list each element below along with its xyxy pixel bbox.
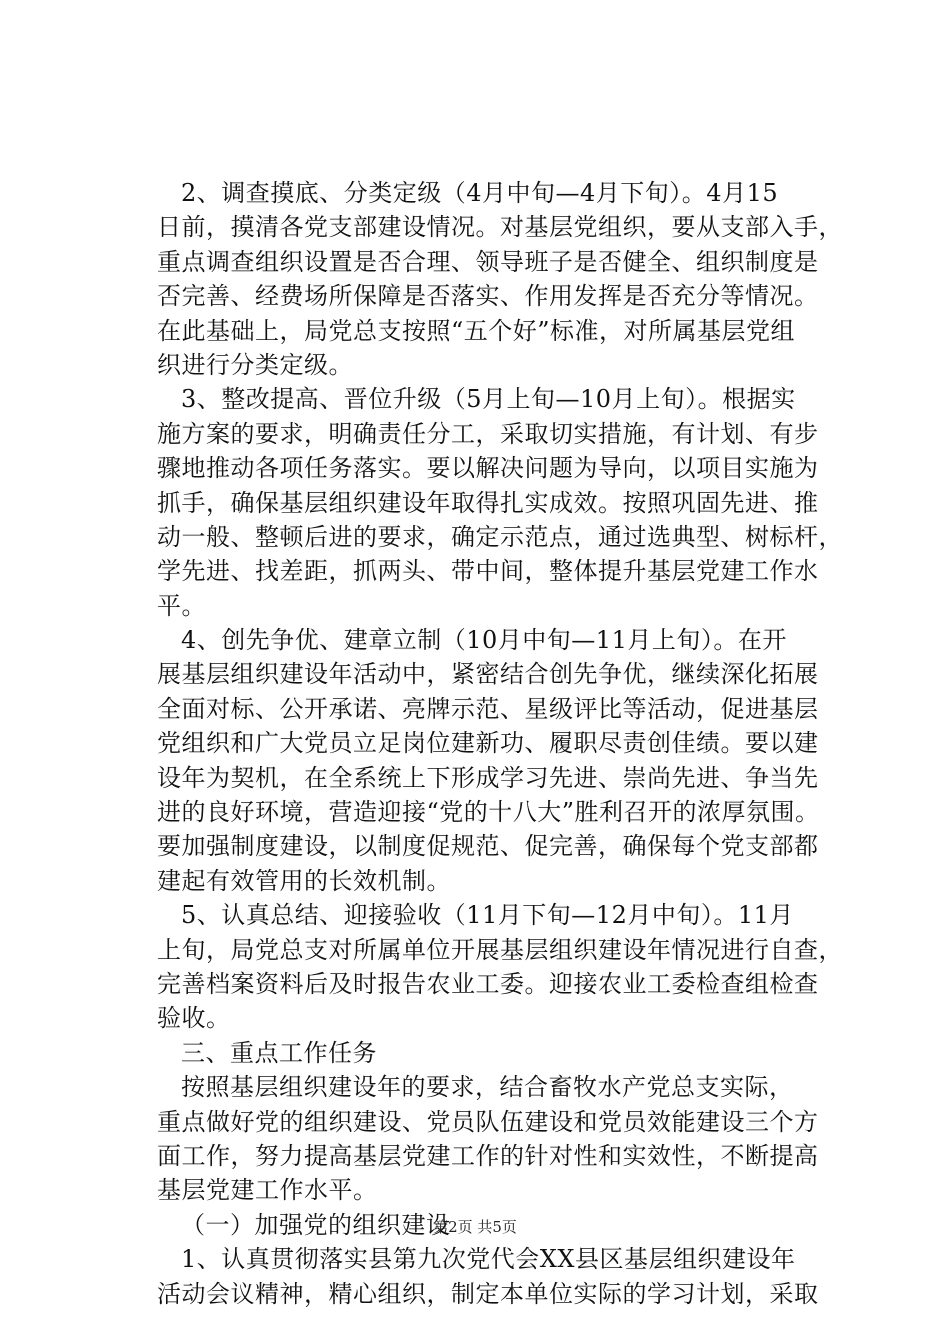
- text-line: 建起有效管用的长效机制。: [157, 866, 451, 895]
- text-line: 4、创先争优、建章立制（10月中旬—11月上旬）。在开: [181, 626, 787, 655]
- text-line: 平。: [157, 591, 206, 620]
- text-line: 验收。: [157, 1004, 231, 1033]
- text-line: 活动会议精神，精心组织，制定本单位实际的学习计划，采取: [157, 1279, 819, 1308]
- text-line: 要加强制度建设，以制度促规范、促完善，确保每个党支部都: [157, 832, 819, 861]
- text-line: 三、重点工作任务: [181, 1038, 377, 1067]
- text-line: 施方案的要求，明确责任分工，采取切实措施，有计划、有步: [157, 419, 819, 448]
- text-line: 重点做好党的组织建设、党员队伍建设和党员效能建设三个方: [157, 1107, 819, 1136]
- text-line: 5、认真总结、迎接验收（11月下旬—12月中旬）。11月: [181, 901, 794, 930]
- text-line: 2、调查摸底、分类定级（4月中旬—4月下旬）。4月15: [181, 179, 779, 207]
- text-line: 面工作，努力提高基层党建工作的针对性和实效性，不断提高: [157, 1141, 819, 1170]
- text-line: 基层党建工作水平。: [157, 1176, 378, 1205]
- text-line: 重点调查组织设置是否合理、领导班子是否健全、组织制度是: [157, 247, 819, 276]
- text-line: 1、认真贯彻落实县第九次党代会XX县区基层组织建设年: [181, 1245, 796, 1274]
- text-line: 上旬，局党总支对所属单位开展基层组织建设年情况进行自查，: [157, 935, 843, 964]
- text-line: 党组织和广大党员立足岗位建新功、履职尽责创佳绩。要以建: [157, 729, 819, 758]
- text-line: 设年为契机，在全系统上下形成学习先进、崇尚先进、争当先: [157, 763, 819, 792]
- text-line: 骤地推动各项任务落实。要以解决问题为导向，以项目实施为: [157, 454, 819, 483]
- text-line: 学先进、找差距，抓两头、带中间，整体提升基层党建工作水: [157, 557, 819, 586]
- text-line: 全面对标、公开承诺、亮牌示范、星级评比等活动，促进基层: [157, 694, 819, 723]
- text-line: 抓手，确保基层组织建设年取得扎实成效。按照巩固先进、推: [157, 488, 819, 517]
- text-line: （一）加强党的组织建设: [181, 1210, 451, 1239]
- page-footer: 第2页 共5页: [433, 1218, 517, 1236]
- text-line: 完善档案资料后及时报告农业工委。迎接农业工委检查组检查: [157, 969, 819, 998]
- text-line: 展基层组织建设年活动中，紧密结合创先争优，继续深化拓展: [157, 660, 819, 689]
- text-line: 在此基础上，局党总支按照“五个好”标准，对所属基层党组: [157, 316, 796, 345]
- text-line: 日前，摸清各党支部建设情况。对基层党组织，要从支部入手，: [157, 213, 843, 242]
- text-line: 动一般、整顿后进的要求，确定示范点，通过选典型、树标杆，: [157, 522, 843, 551]
- text-line: 进的良好环境，营造迎接“党的十八大”胜利召开的浓厚氛围。: [157, 798, 820, 827]
- text-line: 按照基层组织建设年的要求，结合畜牧水产党总支实际，: [181, 1073, 794, 1102]
- document-body: [157, 176, 843, 1311]
- text-line: 织进行分类定级。: [157, 350, 353, 379]
- text-line: 3、整改提高、晋位升级（5月上旬—10月上旬）。根据实: [181, 385, 796, 414]
- text-line: 否完善、经费场所保障是否落实、作用发挥是否充分等情况。: [157, 282, 819, 311]
